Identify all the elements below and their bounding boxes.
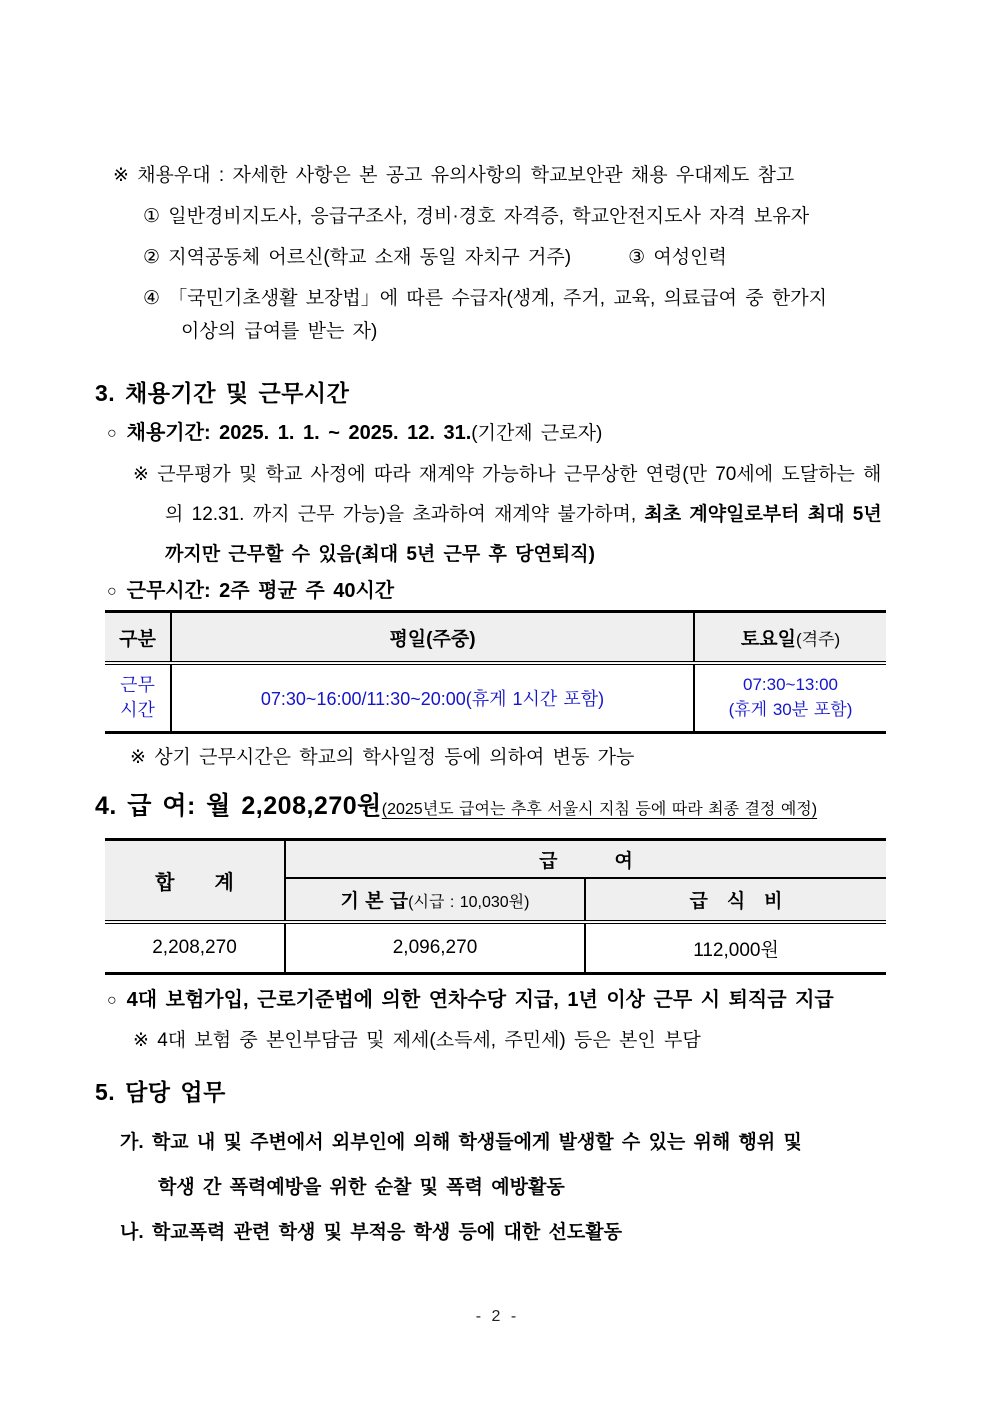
- preference-item-4-line2: 이상의 급여를 받는 자): [181, 321, 378, 342]
- salary-base-header: [285, 878, 585, 922]
- worktime-row-label-line2: 시간: [120, 700, 155, 720]
- section4-title: 4. 급 여: 월 2,208,270원: [95, 792, 382, 820]
- renewal-note-line1: ※ 근무평가 및 학교 사정에 따라 재계약 가능하나 근무상한 연령(만 70세에 도달하는 해: [133, 464, 882, 485]
- salary-base-value: 2,096,270: [285, 922, 585, 974]
- preference-item-4-line1: ④ 「국민기초생활 보장법」에 따른 수급자(생계, 주거, 교육, 의료급여 중 한가지: [143, 288, 827, 309]
- preference-item-1: ① 일반경비지도사, 응급구조사, 경비·경호 자격증, 학교안전지도사 자격 보유자: [143, 206, 810, 227]
- insurance-text: 4대 보험가입, 근로기준법에 의한 연차수당 지급, 1년 이상 근무 시 퇴직금 지급: [126, 989, 834, 1011]
- section4-title-line: [95, 791, 817, 822]
- salary-base-header-bold: 기 본 급: [340, 891, 409, 912]
- worktime-table-data-row: [105, 663, 886, 733]
- salary-table-group-row: [105, 840, 886, 879]
- worktime-line: [107, 579, 394, 604]
- worktime-col-weekday: 평일(주중): [171, 612, 694, 664]
- renewal-note-line2-regular: 의 12.31. 까지 근무 가능)을 초과하여 재계약 불가하며,: [165, 504, 645, 525]
- employment-period-text: 채용기간: 2025. 1. 1. ~ 2025. 12. 31.: [126, 422, 472, 444]
- worktime-col-division: 구분: [105, 612, 171, 664]
- salary-total-value: 2,208,270: [105, 922, 285, 974]
- insurance-note: ※ 4대 보험 중 본인부담금 및 제세(소득세, 주민세) 등은 본인 부담: [133, 1030, 701, 1051]
- duty-item-na: 나. 학교폭력 관련 학생 및 부적응 학생 등에 대한 선도활동: [120, 1222, 622, 1243]
- renewal-note-line2: [165, 503, 882, 527]
- worktime-text: 근무시간: 2주 평균 주 40시간: [126, 580, 395, 602]
- worktime-table: [105, 610, 886, 734]
- worktime-table-note: ※ 상기 근무시간은 학교의 학사일정 등에 의하여 변동 가능: [130, 747, 635, 768]
- preference-intro: ※ 채용우대 : 자세한 사항은 본 공고 유의사항의 학교보안관 채용 우대제도 참고: [113, 165, 795, 186]
- worktime-row-label-line1: 근무: [120, 674, 155, 695]
- saturday-hours-cell: [694, 663, 886, 733]
- renewal-note-line2-bold: 최초 계약일로부터 최대 5년: [644, 504, 882, 525]
- circle-bullet: ○: [107, 425, 117, 442]
- section4-title-note: (2025년도 급여는 추후 서울시 지침 등에 따라 최종 결정 예정): [381, 801, 818, 818]
- saturday-hours-line2: (휴게 30분 포함): [728, 700, 853, 719]
- saturday-hours-line1: 07:30~13:00: [742, 675, 838, 695]
- salary-table: [105, 838, 886, 975]
- renewal-note-line3: 까지만 근무할 수 있음(최대 5년 근무 후 당연퇴직): [165, 544, 595, 565]
- circle-bullet: ○: [107, 992, 117, 1009]
- employment-period-line: [107, 421, 602, 446]
- page-number: - 2 -: [475, 1308, 517, 1325]
- weekday-hours-cell: 07:30~16:00/11:30~20:00(휴게 1시간 포함): [171, 663, 694, 733]
- section3-title: 3. 채용기간 및 근무시간: [95, 380, 350, 406]
- duty-item-ga-line2: 학생 간 폭력예방을 위한 순찰 및 폭력 예방활동: [158, 1177, 565, 1198]
- salary-meal-header: 급 식 비: [585, 878, 886, 922]
- preference-item-2-3-row: [143, 246, 727, 270]
- circle-bullet: ○: [107, 583, 117, 600]
- salary-total-header: 합 계: [105, 840, 285, 923]
- worktime-col-saturday-regular: (격주): [795, 629, 841, 649]
- preference-item-2: ② 지역공동체 어르신(학교 소재 동일 자치구 거주): [143, 247, 572, 268]
- worktime-col-saturday-bold: 토요일: [740, 628, 796, 650]
- salary-meal-value: 112,000원: [585, 922, 886, 974]
- worktime-table-header-row: [105, 612, 886, 664]
- insurance-line: [107, 988, 834, 1013]
- worktime-col-saturday: [694, 612, 886, 664]
- worktime-row-label: [105, 663, 171, 733]
- section5-title: 5. 담당 업무: [95, 1079, 226, 1105]
- salary-base-header-small: (시급 : 10,030원): [408, 894, 530, 911]
- duty-item-ga-line1: 가. 학교 내 및 주변에서 외부인에 의해 학생들에게 발생할 수 있는 위해 행위 및: [120, 1132, 802, 1153]
- preference-item-3: ③ 여성인력: [628, 247, 727, 268]
- employment-period-suffix: (기간제 근로자): [471, 423, 603, 444]
- salary-table-data-row: [105, 922, 886, 974]
- salary-group-header: 급 여: [285, 840, 886, 879]
